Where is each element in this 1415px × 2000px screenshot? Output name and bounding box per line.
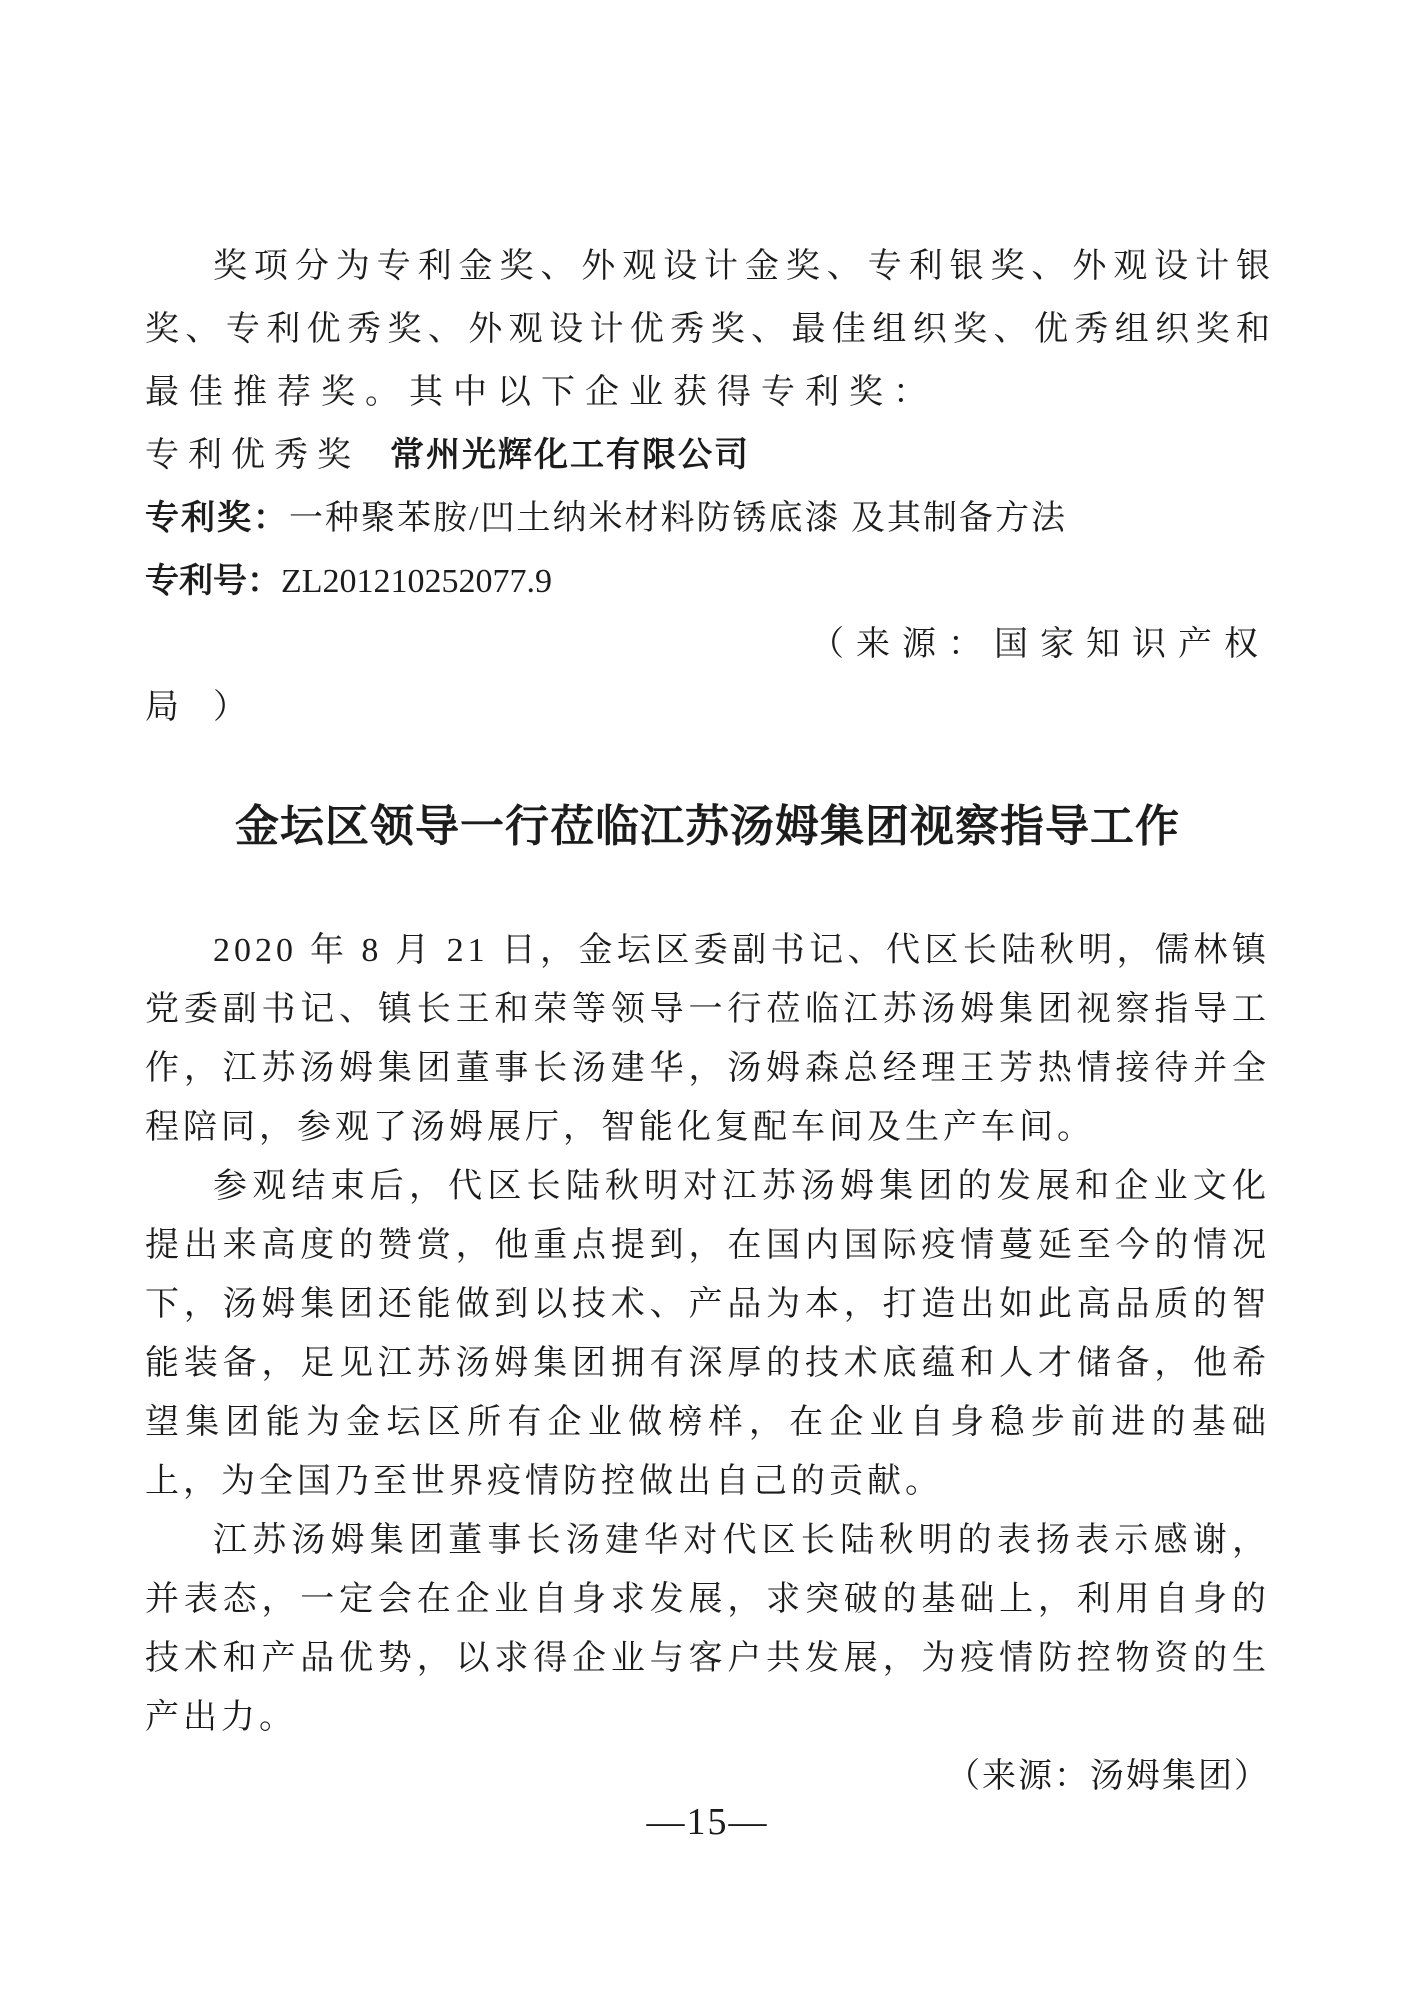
article-source: （来源：汤姆集团） bbox=[946, 1758, 1270, 1795]
patent-number-value: ZL201210252077.9 bbox=[281, 563, 553, 600]
award-type-label: 专利优秀奖 bbox=[145, 437, 360, 474]
patent-title-line bbox=[145, 487, 1270, 550]
patent-number-line bbox=[145, 550, 1270, 613]
article-title: 金坛区领导一行莅临江苏汤姆集团视察指导工作 bbox=[235, 802, 1180, 851]
intro-source-line-2: 局 ） bbox=[145, 689, 247, 726]
patent-number-label: 专利号： bbox=[145, 563, 281, 600]
patent-title-label: 专利奖： bbox=[145, 500, 289, 537]
intro-source-line-1: （来源：国家知识产权 bbox=[810, 626, 1270, 663]
company-name: 常州光辉化工有限公司 bbox=[390, 437, 750, 474]
patent-award-section bbox=[145, 235, 1270, 739]
page-content bbox=[145, 235, 1270, 1806]
article-paragraph-2: 参观结束后，代区长陆秋明对江苏汤姆集团的发展和企业文化提出来高度的赞赏，他重点提到，在国内国际疫情蔓延至今的情况下，汤姆集团还能做到以技术、产品为本，打造出如此高品质的智能装备，足见江苏汤姆集团拥有深厚的技术底蕴和人才储备，他希望集团能为金坛区所有企业做榜样，在企业自身稳步前进的基础上，为全国乃至世界疫情防控做出自己的贡献。 bbox=[145, 1168, 1270, 1500]
intro-line-1: 奖项分为专利金奖、外观设计金奖、专利银奖、外观设计银 bbox=[213, 248, 1270, 285]
article-body bbox=[145, 921, 1270, 1806]
intro-line-3: 最佳推荐奖。其中以下企业获得专利奖： bbox=[145, 374, 937, 411]
article-section bbox=[145, 795, 1270, 1806]
patent-title-value: 一种聚苯胺/凹土纳米材料防锈底漆 及其制备方法 bbox=[289, 500, 1067, 537]
intro-line-2: 奖、专利优秀奖、外观设计优秀奖、最佳组织奖、优秀组织奖和 bbox=[145, 311, 1270, 348]
page-number: —15— bbox=[646, 1801, 769, 1843]
article-paragraph-3: 江苏汤姆集团董事长汤建华对代区长陆秋明的表扬表示感谢，并表态，一定会在企业自身求发展，求突破的基础上，利用自身的技术和产品优势，以求得企业与客户共发展，为疫情防控物资的生产出力。 bbox=[145, 1522, 1270, 1736]
article-paragraph-1: 2020 年 8 月 21 日，金坛区委副书记、代区长陆秋明，儒林镇党委副书记、镇长王和荣等领导一行莅临江苏汤姆集团视察指导工作，江苏汤姆集团董事长汤建华，汤姆森总经理王芳热情接待并全程陪同，参观了汤姆展厅，智能化复配车间及生产车间。 bbox=[145, 932, 1270, 1146]
award-type-line bbox=[145, 424, 1270, 487]
